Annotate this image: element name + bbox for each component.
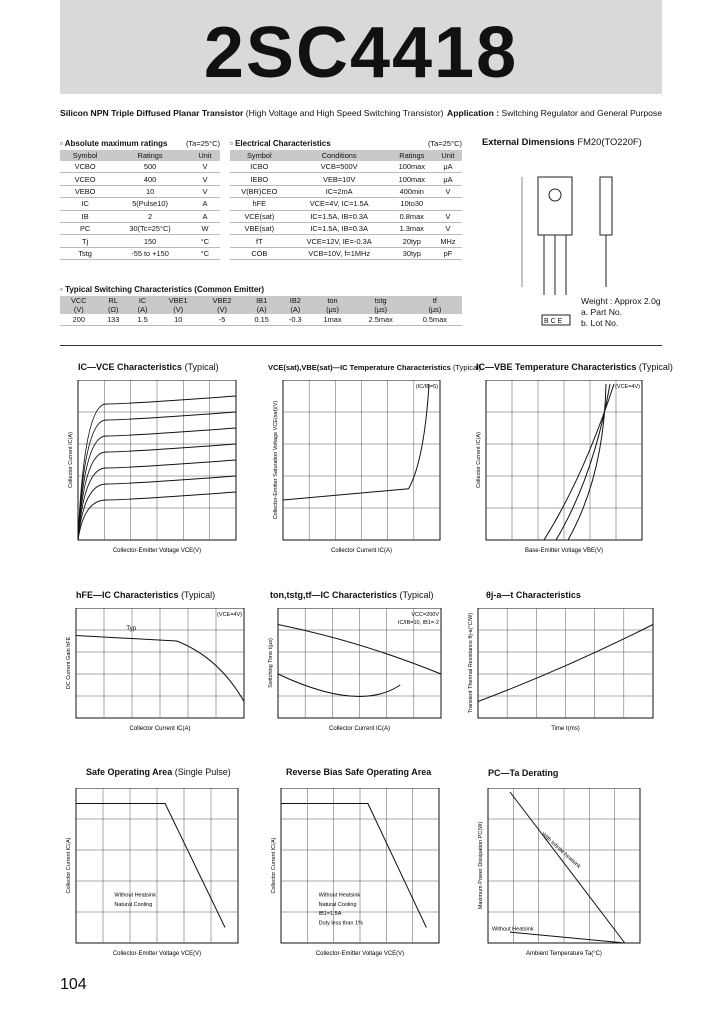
table-cell: PC (60, 222, 110, 234)
table-cell: 20typ (390, 235, 434, 247)
table-row (60, 210, 220, 222)
table-cell: pF (434, 247, 462, 259)
c5-xlabel: Collector Current IC(A) (328, 726, 391, 732)
table-row (230, 222, 462, 234)
column-header: IC (A) (129, 296, 156, 314)
c8-note1: Without Heatsink (318, 892, 361, 899)
column-header: IB2 (A) (279, 296, 311, 314)
table-row (230, 235, 462, 247)
column-header: tstg (μs) (354, 296, 408, 314)
table-cell: VEBO (60, 185, 110, 197)
c1-title: IC—VCE Characteristics (Typical) (78, 362, 219, 372)
table-cell: -0.3 (279, 314, 311, 326)
table-cell: Tj (60, 235, 110, 247)
title-banner (60, 0, 662, 94)
c6-title: θj-a—t Characteristics (486, 590, 581, 600)
table-cell: 1.3max (390, 222, 434, 234)
c8-note3: IB1=1.5A (318, 911, 342, 918)
c2-chart (271, 380, 448, 558)
table-cell: 10 (110, 185, 190, 197)
table-cell: V (190, 185, 220, 197)
c1-chart (66, 380, 244, 558)
page-number: 104 (60, 976, 87, 993)
divider (60, 345, 662, 346)
table-cell: 133 (98, 314, 129, 326)
table-cell: V (190, 161, 220, 173)
c8-ylabel: Collector Current IC(A) (271, 837, 277, 894)
column-header: IB1 (A) (244, 296, 279, 314)
table-cell: IC (60, 198, 110, 210)
c1-xlabel: Collector-Emitter Voltage VCE(V) (112, 548, 202, 554)
c4-title: hFE—IC Characteristics (Typical) (76, 590, 216, 600)
description: Silicon NPN Triple Diffused Planar Transistor (60, 108, 244, 118)
c8-xlabel: Collector-Emitter Voltage VCE(V) (315, 951, 405, 957)
table-cell: 30(Tc=25°C) (110, 222, 190, 234)
table-cell: 0.15 (244, 314, 279, 326)
c3-cond: (VCE=4V) (615, 384, 640, 390)
table-row (60, 222, 220, 234)
table-cell: IC=2mA (289, 185, 390, 197)
table-cell: 1.5 (129, 314, 156, 326)
table-row (60, 161, 220, 173)
description-line (60, 108, 662, 118)
table-cell: MHz (434, 235, 462, 247)
c8-note4: Duty less than 1% (318, 920, 363, 927)
table-cell: COB (230, 247, 289, 259)
table-cell: -55 to +150 (110, 247, 190, 259)
table-cell: V(BR)CEO (230, 185, 289, 197)
table-row (230, 210, 462, 222)
table-cell: hFE (230, 198, 289, 210)
table-cell: °C (190, 235, 220, 247)
column-header: ton (μs) (311, 296, 353, 314)
table-cell: °C (190, 247, 220, 259)
c2-title: VCE(sat),VBE(sat)—IC Temperature Characteristics (Typical) (268, 363, 482, 372)
table-row (60, 235, 220, 247)
table-cell: VCB=500V (289, 161, 390, 173)
table-cell: 30typ (390, 247, 434, 259)
ext-title: External Dimensions FM20(TO220F) (482, 136, 642, 147)
table-cell: VBE(sat) (230, 222, 289, 234)
table-cell: 500 (110, 161, 190, 173)
table-cell: VCB=10V, f=1MHz (289, 247, 390, 259)
switching-table (60, 296, 462, 326)
table-row (60, 314, 462, 326)
column-header: RL (Ω) (98, 296, 129, 314)
table-cell: IB (60, 210, 110, 222)
table-cell: μA (434, 161, 462, 173)
c7-ylabel: Collector Current IC(A) (66, 837, 72, 894)
table-cell: W (190, 222, 220, 234)
abs-max-table (60, 150, 220, 260)
c3-ylabel: Collector Current IC(A) (476, 432, 482, 488)
c4-ylabel: DC Current Gain hFE (66, 636, 72, 690)
c5-ylabel: Switching Time t(μs) (268, 638, 274, 688)
elec-table (230, 150, 462, 260)
table-row (60, 198, 220, 210)
c5-cond: VCC=200V (411, 612, 439, 618)
c4-xlabel: Collector Current IC(A) (129, 726, 191, 732)
c3-title: IC—VBE Temperature Characteristics (Typical) (476, 362, 673, 372)
table-row (230, 198, 462, 210)
c7-note1: Without Heatsink (114, 892, 156, 899)
c6-ylabel: Transient Thermal Resistance θj-a(°C/W) (468, 612, 474, 714)
table-cell: V (434, 222, 462, 234)
column-header: Unit (434, 150, 462, 161)
table-cell: IC=1.5A, IB=0.3A (289, 210, 390, 222)
application-info (447, 108, 662, 118)
column-header: Ratings (110, 150, 190, 161)
table-cell: 2 (110, 210, 190, 222)
column-header: Symbol (60, 150, 110, 161)
table-cell: 400min (390, 185, 434, 197)
table-cell: 200 (60, 314, 98, 326)
table-row (230, 185, 462, 197)
table-cell: V (434, 210, 462, 222)
ext-legend (581, 296, 661, 329)
table-cell: A (190, 210, 220, 222)
table-cell: VCBO (60, 161, 110, 173)
c3-chart (474, 380, 650, 558)
table-cell: VEB=10V (289, 173, 390, 185)
table-cell: VCE=4V, IC=1.5A (289, 198, 390, 210)
table-cell: 5(Pulse10) (110, 198, 190, 210)
table-header (60, 150, 220, 161)
c9-l2: Without Heatsink (492, 926, 534, 933)
table-cell (434, 198, 462, 210)
table-row (230, 173, 462, 185)
c7-chart (64, 788, 246, 961)
table-cell: 2.5max (354, 314, 408, 326)
c9-xlabel: Ambient Temperature Ta(°C) (526, 951, 602, 957)
table-cell: 0.8max (390, 210, 434, 222)
c5-cond2: IC/IB=10, IB1=-2 (398, 620, 439, 626)
c4-chart (64, 608, 252, 736)
c2-ylabel: Collector-Emitter Saturation Voltage VCE(sat)(V) (273, 400, 279, 520)
c8-chart (269, 788, 447, 961)
c9-ylabel: Maximum Power Dissipation PC(W) (478, 821, 484, 910)
table-cell: 150 (110, 235, 190, 247)
table-row (60, 185, 220, 197)
table-cell: 1max (311, 314, 353, 326)
abs-max-heading: ▫ Absolute maximum ratings (Ta=25°C) (60, 139, 220, 148)
c8-title: Reverse Bias Safe Operating Area (286, 767, 432, 777)
table-cell: VCE(sat) (230, 210, 289, 222)
application-label: Application : (447, 108, 500, 118)
column-header: VCC (V) (60, 296, 98, 314)
table-cell: 10 (156, 314, 200, 326)
c1-ylabel: Collector Current IC(A) (68, 432, 74, 488)
c2-xlabel: Collector Current IC(A) (330, 548, 393, 554)
table-cell: 100max (390, 173, 434, 185)
c9-chart (476, 788, 648, 961)
column-header: Symbol (230, 150, 289, 161)
table-row (230, 161, 462, 173)
c4-tag: Typ (126, 626, 137, 632)
table-cell: 10to30 (390, 198, 434, 210)
table-cell: VCEO (60, 173, 110, 185)
table-header (60, 296, 462, 314)
lot-no-label: b. Lot No. (581, 318, 619, 328)
table-cell: VCE=12V, IE=-0.3A (289, 235, 390, 247)
table-cell: -5 (200, 314, 244, 326)
table-cell: μA (434, 173, 462, 185)
column-header: VBE2 (V) (200, 296, 244, 314)
c5-title: ton,tstg,tf—IC Characteristics (Typical) (270, 590, 434, 600)
c4-cond: (VCE=4V) (217, 612, 242, 618)
weight: Weight : Approx 2.0g (581, 296, 661, 306)
c9-title: PC—Ta Derating (488, 768, 559, 778)
table-cell: V (434, 185, 462, 197)
application-text: Switching Regulator and General Purpose (501, 108, 662, 118)
c7-xlabel: Collector-Emitter Voltage VCE(V) (112, 951, 202, 957)
elec-heading: ▫ Electrical Characteristics (Ta=25°C) (230, 139, 462, 148)
table-cell: ICBO (230, 161, 289, 173)
c7-title: Safe Operating Area (Single Pulse) (86, 767, 231, 777)
c3-xlabel: Base-Emitter Voltage VBE(V) (524, 548, 604, 554)
column-header: tf (μs) (408, 296, 462, 314)
description-paren: (High Voltage and High Speed Switching Transistor) (245, 108, 444, 118)
table-cell: IEBO (230, 173, 289, 185)
table-cell: 0.5max (408, 314, 462, 326)
c9-l1: With Infinite heatsink (539, 831, 582, 870)
column-header: VBE1 (V) (156, 296, 200, 314)
part-number: 2SC4418 (203, 13, 519, 93)
pin-labels: B C E (544, 318, 563, 325)
table-cell: IC=1.5A, IB=0.3A (289, 222, 390, 234)
table-header (230, 150, 462, 161)
column-header: Ratings (390, 150, 434, 161)
c6-chart (466, 608, 661, 736)
table-row (60, 173, 220, 185)
c2-cond: (IC/IB=5) (415, 384, 438, 390)
column-header: Unit (190, 150, 220, 161)
table-row (60, 247, 220, 259)
column-header: Conditions (289, 150, 390, 161)
c5-chart (266, 608, 449, 736)
c6-xlabel: Time t(ms) (551, 726, 580, 732)
table-cell: 400 (110, 173, 190, 185)
switching-heading: ▫ Typical Switching Characteristics (Common Emitter) (60, 285, 265, 294)
table-cell: Tstg (60, 247, 110, 259)
table-row (230, 247, 462, 259)
c8-note2: Natural Cooling (318, 901, 357, 908)
part-no-label: a. Part No. (581, 307, 623, 317)
table-cell: V (190, 173, 220, 185)
table-cell: 100max (390, 161, 434, 173)
table-cell: fT (230, 235, 289, 247)
c7-note2: Natural Cooling (114, 901, 153, 908)
table-cell: A (190, 198, 220, 210)
